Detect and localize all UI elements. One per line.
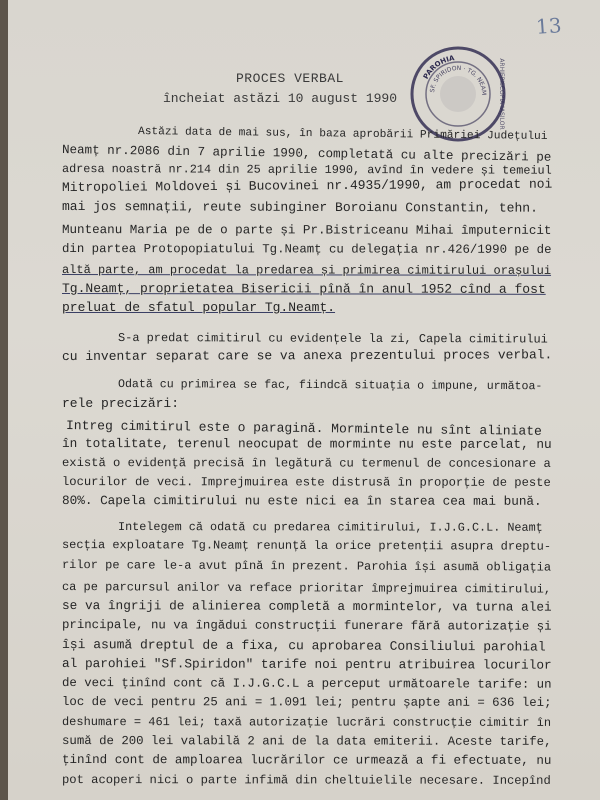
text-line: ca pe parcursul anilor va reface prioritar împrejmuirea cimitirului, [61, 580, 552, 597]
text-line: loc de veci pentru 25 ani = 1.091 lei; pentru șapte ani = 636 lei; [61, 695, 552, 710]
text-line: cu inventar separat care se va anexa prezentului proces verbal. [61, 347, 553, 364]
text-line-emphasis: Intreg cimitirul este o paragină. Mormintele nu sînt aliniate [65, 418, 542, 439]
text-line: deshumare = 461 lei; taxă autorizație lucrări construcție cimitir în [61, 715, 552, 730]
text-line: își asumă dreptul de a fixa, cu aprobarea Consiliului parohial [61, 637, 546, 655]
text-line: Neamț nr.2086 din 7 aprilie 1990, completată cu alte precizări pe [61, 143, 552, 165]
document-title: PROCES VERBAL [236, 71, 344, 86]
text-line: principale, nu va îngădui construcții funerare fără autorizație și [61, 618, 552, 634]
text-line: se va îngriji de alinierea completă a mormintelor, va turna alei [61, 598, 552, 615]
text-line: locurilor de veci. Imprejmuirea este distrusă în proporție de peste [61, 475, 551, 490]
text-line: Mitropoliei Moldovei și Bucovinei nr.4935/1990, am procedat noi [61, 176, 553, 195]
text-line: rilor pe care le-a avut pînă în prezent. Parohia își asumă obligația [61, 558, 552, 575]
text-line: Astăzi data de mai sus, în baza aprobării Primăriei Județului [137, 126, 548, 144]
text-line-underlined: Tg.Neamț, proprietatea Bisericii pînă în anul 1952 cînd a fost [61, 281, 546, 297]
text-line: secția exploatare Tg.Neamț renunță la orice pretenții asupra dreptu- [61, 538, 552, 554]
stamp-inner-text: SF. SPIRIDON · TG. NEAM [429, 64, 488, 96]
text-line: adresa noastră nr.214 din 25 aprilie 1990, avînd în vedere și temeiul [61, 162, 552, 178]
text-line: ținînd cont de amploarea lucrărilor ce urmează a fi efectuate, nu [61, 753, 552, 768]
text-line: 80%. Capela cimitirului nu este nici ea în starea cea mai bună. [61, 493, 542, 509]
text-line: pot acoperi nici o parte infimă din cheltuielile necesare. Incepînd [61, 773, 551, 788]
page-number: 13 [535, 13, 563, 39]
text-line: al parohiei "Sf.Spiridon" tarife noi pentru atribuirea locurilor [61, 656, 552, 673]
text-line: de veci ținînd cont că I.J.G.C.L a perceput următoarele tarife: un [61, 676, 552, 692]
text-line: în totalitate, terenul neocupat de morminte nu este parcelat, nu [61, 436, 552, 452]
text-line-underlined: altă parte, am procedat la predarea și primirea cimitirului orașului [61, 263, 552, 278]
stamp-side-text: ARHIEPISCOPIA IAȘILOR [498, 58, 505, 130]
text-line: sumă de 200 lei valabilă 2 ani de la data emiterii. Aceste tarife, [61, 734, 552, 749]
stamp-center [440, 76, 476, 112]
text-line: Odată cu primirea se fac, fiindcă situația o impune, următoa- [117, 378, 543, 394]
text-line: rele precizări: [62, 396, 180, 411]
text-line: Intelegem că odată cu predarea cimitirului, I.J.G.C.L. Neamț [117, 520, 543, 535]
text-line: din partea Protopopiatului Tg.Neamț cu delegația nr.426/1990 pe de [61, 242, 552, 257]
text-line: mai jos semnații, reute subinginer Boroianu Constantin, tehn. [61, 199, 538, 216]
text-line: S-a predat cimitirul cu evidențele la zi, Capela cimitirului [117, 331, 548, 347]
text-line: există o evidență precisă în legătură cu termenul de concesionare a [61, 456, 551, 471]
document-page [8, 0, 600, 800]
text-line-underlined: preluat de sfatul popular Tg.Neamț. [62, 300, 336, 315]
stamp-top-text: PAROHIA [421, 54, 456, 81]
text-line: Munteanu Maria pe de o parte și Pr.Bistriceanu Mihai împuternicit [61, 223, 552, 238]
document-subtitle: încheiat astăzi 10 august 1990 [163, 91, 398, 106]
